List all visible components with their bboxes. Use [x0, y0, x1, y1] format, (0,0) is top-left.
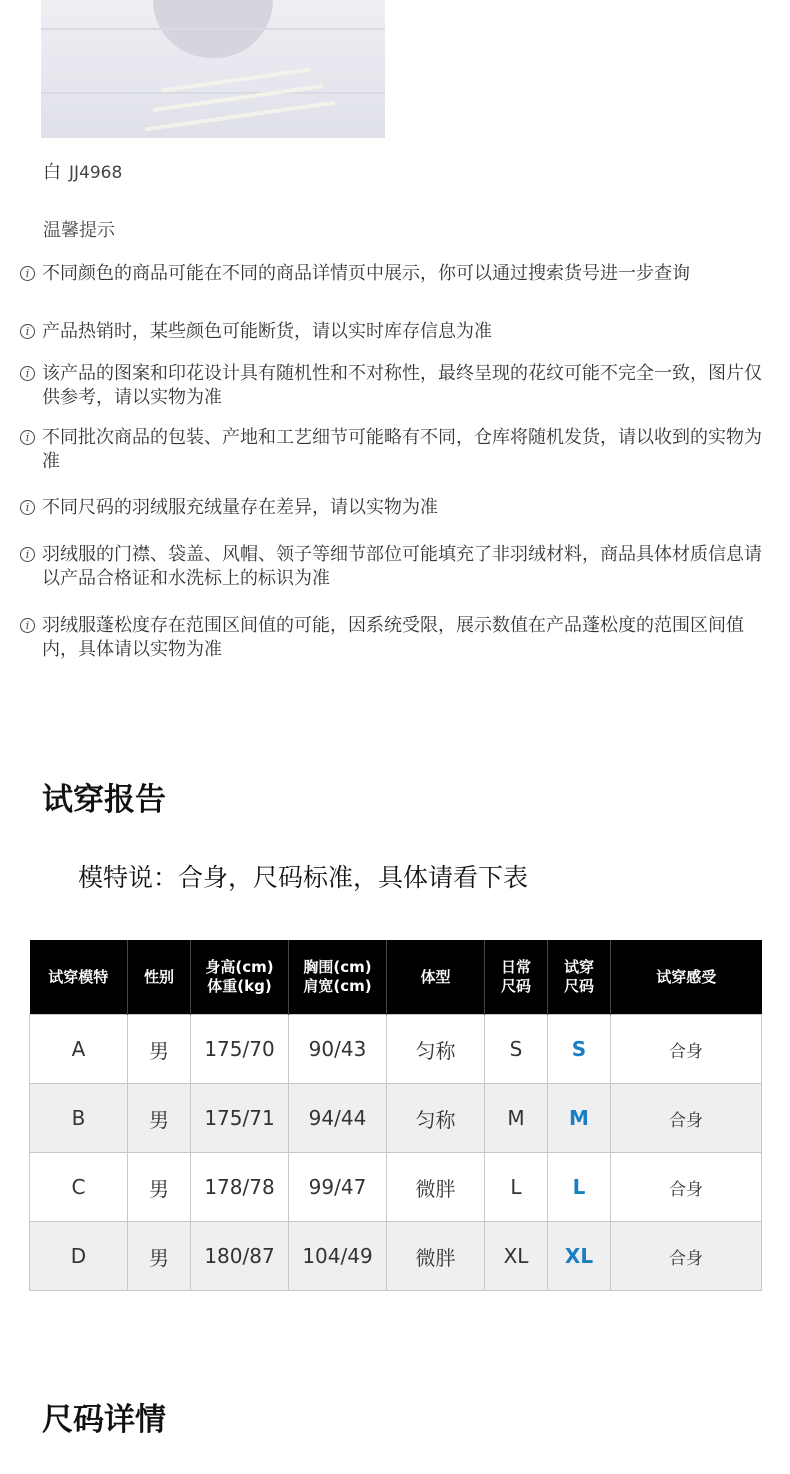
info-circle-icon: i — [20, 324, 35, 339]
tip-item — [20, 262, 765, 286]
header-body-type: 体型 — [387, 940, 485, 1015]
cell-usual-size: XL — [485, 1222, 548, 1291]
header-chest: 胸围(cm) — [303, 958, 372, 976]
product-image — [41, 0, 385, 138]
cell-body-type: 微胖 — [387, 1153, 485, 1222]
info-circle-icon: i — [20, 366, 35, 381]
header-chest-shoulder — [289, 940, 387, 1015]
cell-gender: 男 — [128, 1084, 191, 1153]
cell-feeling: 合身 — [611, 1153, 762, 1222]
tip-text: 不同颜色的商品可能在不同的商品详情页中展示，你可以通过搜索货号进一步查询 — [42, 263, 690, 284]
table-row — [30, 1084, 762, 1153]
cell-body-type: 匀称 — [387, 1015, 485, 1084]
header-model: 试穿模特 — [30, 940, 128, 1015]
tip-item — [20, 362, 765, 410]
cell-model: B — [30, 1084, 128, 1153]
header-try-size-line1: 试穿 — [563, 958, 594, 976]
tip-text: 不同尺码的羽绒服充绒量存在差异，请以实物为准 — [42, 497, 438, 518]
product-sku: JJ4968 — [69, 163, 123, 183]
header-height: 身高(cm) — [205, 958, 274, 976]
tip-item — [20, 426, 765, 474]
cell-height-weight: 180/87 — [191, 1222, 289, 1291]
tip-item — [20, 496, 765, 520]
header-usual-size-line1: 日常 — [500, 958, 531, 976]
cell-height-weight: 175/71 — [191, 1084, 289, 1153]
size-details-title: 尺码详情 — [42, 1402, 166, 1438]
cell-try-size: M — [548, 1084, 611, 1153]
header-height-weight — [191, 940, 289, 1015]
header-try-size-line2: 尺码 — [563, 977, 594, 995]
cell-model: C — [30, 1153, 128, 1222]
fit-report-title: 试穿报告 — [42, 782, 166, 818]
table-header-row — [30, 940, 762, 1015]
tip-item — [20, 543, 765, 591]
tips-title: 温馨提示 — [43, 220, 115, 241]
header-try-size — [548, 940, 611, 1015]
tip-text: 不同批次商品的包装、产地和工艺细节可能略有不同，仓库将随机发货，请以收到的实物为准 — [42, 427, 762, 472]
cell-model: D — [30, 1222, 128, 1291]
cell-feeling: 合身 — [611, 1084, 762, 1153]
header-feeling: 试穿感受 — [611, 940, 762, 1015]
cell-feeling: 合身 — [611, 1222, 762, 1291]
info-circle-icon: i — [20, 618, 35, 633]
tip-text: 羽绒服蓬松度存在范围区间值的可能，因系统受限，展示数值在产品蓬松度的范围区间值内，具体请以实物为准 — [42, 615, 744, 660]
tip-text: 产品热销时，某些颜色可能断货，请以实时库存信息为准 — [42, 321, 492, 342]
cell-gender: 男 — [128, 1015, 191, 1084]
info-circle-icon: i — [20, 430, 35, 445]
cell-gender: 男 — [128, 1222, 191, 1291]
cell-try-size: XL — [548, 1222, 611, 1291]
cell-chest-shoulder: 104/49 — [289, 1222, 387, 1291]
info-circle-icon: i — [20, 547, 35, 562]
info-circle-icon: i — [20, 500, 35, 515]
table-row — [30, 1015, 762, 1084]
cell-chest-shoulder: 99/47 — [289, 1153, 387, 1222]
table-row — [30, 1153, 762, 1222]
product-image-seam — [41, 92, 385, 94]
cell-try-size: S — [548, 1015, 611, 1084]
info-circle-icon: i — [20, 266, 35, 281]
tip-item — [20, 320, 765, 344]
header-usual-size — [485, 940, 548, 1015]
cell-height-weight: 178/78 — [191, 1153, 289, 1222]
cell-chest-shoulder: 90/43 — [289, 1015, 387, 1084]
cell-model: A — [30, 1015, 128, 1084]
table-row — [30, 1222, 762, 1291]
cell-usual-size: L — [485, 1153, 548, 1222]
color-name: 白 — [43, 162, 61, 183]
cell-try-size: L — [548, 1153, 611, 1222]
header-gender: 性别 — [128, 940, 191, 1015]
cell-feeling: 合身 — [611, 1015, 762, 1084]
cell-height-weight: 175/70 — [191, 1015, 289, 1084]
tip-text: 该产品的图案和印花设计具有随机性和不对称性，最终呈现的花纹可能不完全一致，图片仅供参考，请以实物为准 — [42, 363, 762, 408]
cell-gender: 男 — [128, 1153, 191, 1222]
fit-report-table — [29, 940, 762, 1291]
tip-text: 羽绒服的门襟、袋盖、风帽、领子等细节部位可能填充了非羽绒材料，商品具体材质信息请以产品合格证和水洗标上的标识为准 — [42, 544, 762, 589]
cell-usual-size: S — [485, 1015, 548, 1084]
header-shoulder: 肩宽(cm) — [303, 977, 372, 995]
cell-body-type: 微胖 — [387, 1222, 485, 1291]
cell-chest-shoulder: 94/44 — [289, 1084, 387, 1153]
model-says: 模特说：合身，尺码标准，具体请看下表 — [78, 863, 529, 892]
tip-item — [20, 614, 765, 662]
color-variant — [43, 158, 122, 184]
header-weight: 体重(kg) — [207, 977, 272, 995]
cell-usual-size: M — [485, 1084, 548, 1153]
header-usual-size-line2: 尺码 — [500, 977, 531, 995]
product-image-seam — [41, 28, 385, 30]
cell-body-type: 匀称 — [387, 1084, 485, 1153]
